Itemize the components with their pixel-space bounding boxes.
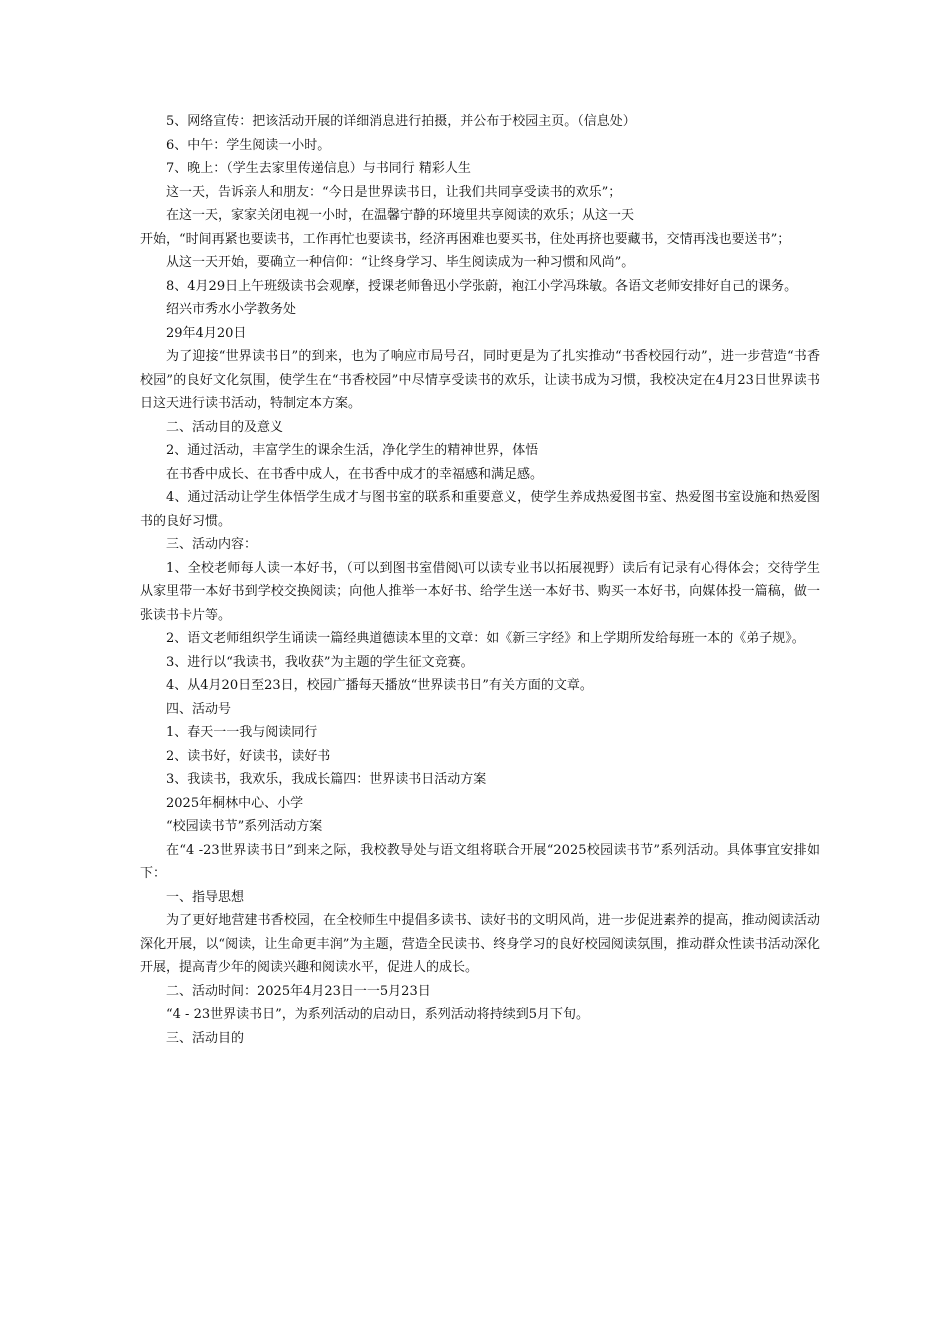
signature-org: 绍兴市秀水小学教务处 [166, 302, 297, 317]
paragraph: 2025年桐林中心、小学 [166, 795, 304, 811]
paragraph: 7、晚上：（学生去家里传递信息）与书同行 精彩人生 [166, 161, 471, 176]
document-page [140, 110, 820, 1050]
paragraph: 8、4月29日上午班级读书会观摩，授课老师鲁迅小学张蔚，袍江小学冯珠敏。各语文老师安排好自己的课务。 [166, 278, 798, 294]
paragraph: 1、春天一一我与阅读同行 [166, 725, 318, 740]
paragraph: 为了迎接“世界读书日”的到来，也为了响应市局号召，同时更是为了扎实推动“书香校园行动”，进一步营造“书香校园”的良好文化氛围，使学生在“书香校园”中尽情享受读书的欢乐，让读书成为习惯，我校决定在4月23日世界读书日这天进行读书活动，特制定本方案。 [140, 349, 820, 411]
paragraph: 在这一天，家家关闭电视一小时，在温馨宁静的环境里共享阅读的欢乐；从这一天 [166, 208, 635, 223]
paragraph: 3、进行以“我读书，我收获”为主题的学生征文竞赛。 [166, 654, 474, 670]
paragraph: 6、中午：学生阅读一小时。 [166, 137, 331, 153]
paragraph: 4、从4月20日至23日，校园广播每天播放“世界读书日”有关方面的文章。 [166, 678, 593, 693]
signature-date: 29年4月20日 [166, 325, 247, 341]
section-heading: 二、活动时间：2025年4月23日一一5月23日 [166, 983, 431, 999]
document-title: “校园读书节”系列活动方案 [166, 819, 323, 834]
paragraph: 2、语文老师组织学生诵读一篇经典道德读本里的文章：如《新三字经》和上学期所发给每班一本的《弟子规》。 [166, 631, 805, 646]
paragraph: 4、通过活动让学生体悟学生成才与图书室的联系和重要意义，使学生养成热爱图书室、热爱图书室设施和热爱图书的良好习惯。 [140, 490, 820, 529]
paragraph: 在书香中成长、在书香中成人，在书香中成才的幸福感和满足感。 [166, 466, 544, 482]
paragraph: 从这一天开始，要确立一种信仰：“让终身学习、毕生阅读成为一种习惯和风尚”。 [166, 255, 635, 270]
section-heading: 一、指导思想 [166, 889, 245, 905]
paragraph: 这一天，告诉亲人和朋友：“今日是世界读书日，让我们共同享受读书的欢乐”； [166, 184, 622, 200]
paragraph: “4 - 23世界读书日”，为系列活动的启动日，系列活动将持续到5月下旬。 [166, 1007, 590, 1022]
paragraph: 在“4 -23世界读书日”到来之际，我校教导处与语文组将联合开展“2025校园读书节”系列活动。具体事宜安排如下： [140, 842, 820, 881]
paragraph: 1、全校老师每人读一本好书，（可以到图书室借阅\可以读专业书以拓展视野）读后有记录有心得体会；交待学生从家里带一本好书到学校交换阅读；向他人推举一本好书、给学生送一本好书、购买一本好书，向媒体投一篇稿，做一张读书卡片等。 [140, 560, 820, 623]
section-heading: 四、活动号 [166, 701, 232, 717]
paragraph: 为了更好地营建书香校园，在全校师生中提倡多读书、读好书的文明风尚，进一步促进素养的提高，推动阅读活动深化开展，以“阅读，让生命更丰润”为主题，营造全民读书、终身学习的良好校园阅读氛围，推动群众性读书活动深化开展，提高青少年的阅读兴趣和阅读水平，促进人的成长。 [140, 913, 820, 975]
section-heading: 二、活动目的及意义 [166, 419, 284, 435]
paragraph: 开始，“时间再紧也要读书，工作再忙也要读书，经济再困难也要买书，住处再挤也要藏书，交情再浅也要送书”； [140, 231, 791, 247]
paragraph: 3、我读书，我欢乐，我成长篇四：世界读书日活动方案 [166, 772, 487, 787]
paragraph: 5、网络宣传：把该活动开展的详细消息进行拍摄，并公布于校园主页。（信息处） [166, 114, 636, 129]
section-heading: 三、活动内容： [166, 537, 258, 552]
paragraph: 2、读书好，好读书，读好书 [166, 748, 331, 764]
section-heading: 三、活动目的 [166, 1030, 245, 1046]
paragraph: 2、通过活动，丰富学生的课余生活，净化学生的精神世界，体悟 [166, 443, 539, 458]
